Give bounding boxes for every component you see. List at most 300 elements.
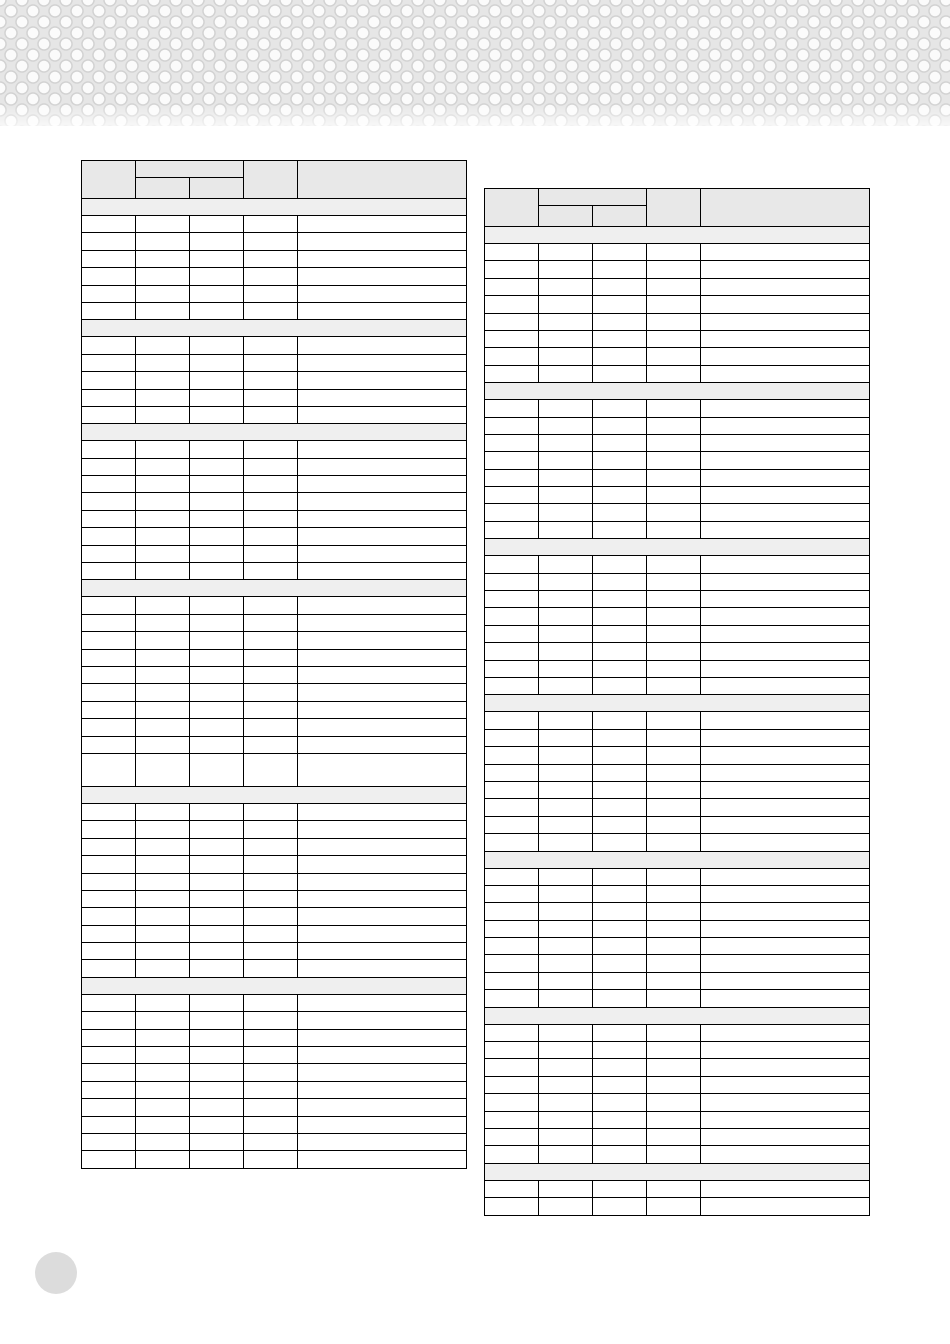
table-cell: [190, 441, 244, 458]
table-cell: [485, 903, 539, 920]
table-cell: [539, 313, 593, 330]
table-cell: [190, 753, 244, 786]
table-cell: [485, 834, 539, 851]
table-cell: [485, 417, 539, 434]
table-row: [485, 972, 870, 989]
table-row: [485, 1198, 870, 1215]
table-cell: [298, 1133, 467, 1150]
table-cell: [485, 990, 539, 1007]
table-cell: [82, 389, 136, 406]
table-cell: [593, 834, 647, 851]
table-cell: [485, 643, 539, 660]
table-cell: [647, 764, 701, 781]
table-cell: [190, 701, 244, 718]
table-row: [82, 216, 467, 233]
table-cell: [82, 1029, 136, 1046]
header-col5: [298, 161, 467, 199]
table-row: [82, 1081, 467, 1098]
table-cell: [701, 972, 870, 989]
table-cell: [82, 666, 136, 683]
table-cell: [539, 1024, 593, 1041]
table-cell: [82, 476, 136, 493]
table-cell: [244, 1116, 298, 1133]
table-row: [82, 493, 467, 510]
table-row: [82, 406, 467, 423]
table-cell: [190, 1116, 244, 1133]
table-cell: [647, 591, 701, 608]
table-cell: [82, 563, 136, 580]
table-cell: [190, 458, 244, 475]
table-row: [82, 994, 467, 1011]
section-title: [82, 320, 467, 337]
table-cell: [539, 816, 593, 833]
table-row: [485, 1076, 870, 1093]
table-cell: [298, 250, 467, 267]
table-cell: [244, 1047, 298, 1064]
table-cell: [82, 821, 136, 838]
table-cell: [244, 873, 298, 890]
table-cell: [136, 1064, 190, 1081]
table-cell: [190, 719, 244, 736]
table-cell: [485, 556, 539, 573]
table-cell: [593, 591, 647, 608]
table-cell: [593, 573, 647, 590]
header-group: [136, 161, 244, 178]
table-cell: [647, 261, 701, 278]
table-cell: [701, 990, 870, 1007]
table-cell: [244, 476, 298, 493]
table-cell: [539, 938, 593, 955]
table-cell: [190, 736, 244, 753]
table-cell: [539, 348, 593, 365]
table-row: [82, 268, 467, 285]
table-cell: [485, 261, 539, 278]
table-cell: [136, 632, 190, 649]
table-cell: [647, 816, 701, 833]
table-cell: [298, 510, 467, 527]
table-cell: [244, 908, 298, 925]
table-cell: [82, 1081, 136, 1098]
table-cell: [485, 729, 539, 746]
table-cell: [190, 545, 244, 562]
table-cell: [82, 614, 136, 631]
table-row: [485, 712, 870, 729]
table-cell: [539, 660, 593, 677]
table-cell: [701, 261, 870, 278]
table-row: [82, 528, 467, 545]
table-cell: [244, 925, 298, 942]
header-group-sub1: [539, 206, 593, 227]
table-cell: [190, 1029, 244, 1046]
table-cell: [701, 920, 870, 937]
table-cell: [136, 753, 190, 786]
table-row: [485, 643, 870, 660]
table-cell: [701, 1128, 870, 1145]
table-cell: [701, 885, 870, 902]
table-cell: [244, 268, 298, 285]
table-cell: [190, 476, 244, 493]
table-cell: [82, 838, 136, 855]
table-row: [485, 799, 870, 816]
table-cell: [485, 487, 539, 504]
table-cell: [647, 938, 701, 955]
table-cell: [190, 908, 244, 925]
table-cell: [190, 528, 244, 545]
table-cell: [485, 365, 539, 382]
table-cell: [244, 614, 298, 631]
table-cell: [244, 510, 298, 527]
table-cell: [539, 261, 593, 278]
table-cell: [647, 417, 701, 434]
table-row: [485, 1094, 870, 1111]
table-cell: [647, 1094, 701, 1111]
table-cell: [485, 521, 539, 538]
table-cell: [593, 747, 647, 764]
table-cell: [539, 573, 593, 590]
table-cell: [298, 528, 467, 545]
table-cell: [190, 1012, 244, 1029]
table-cell: [298, 1047, 467, 1064]
table-cell: [82, 1099, 136, 1116]
table-cell: [244, 649, 298, 666]
table-cell: [82, 302, 136, 319]
table-cell: [593, 938, 647, 955]
table-cell: [298, 406, 467, 423]
table-row: [485, 834, 870, 851]
table-cell: [298, 1064, 467, 1081]
table-cell: [485, 747, 539, 764]
table-row: [82, 873, 467, 890]
table-cell: [701, 1094, 870, 1111]
section-title: [82, 199, 467, 216]
table-cell: [701, 244, 870, 261]
table-cell: [136, 666, 190, 683]
table-cell: [136, 994, 190, 1011]
table-cell: [593, 348, 647, 365]
table-cell: [485, 920, 539, 937]
table-cell: [647, 504, 701, 521]
section-title: [485, 383, 870, 400]
table-cell: [298, 493, 467, 510]
header-group-sub2: [593, 206, 647, 227]
table-cell: [298, 458, 467, 475]
table-cell: [82, 493, 136, 510]
table-cell: [701, 1024, 870, 1041]
table-cell: [701, 729, 870, 746]
table-row: [485, 591, 870, 608]
table-row: [82, 753, 467, 786]
table-row: [485, 348, 870, 365]
table-row: [82, 545, 467, 562]
table-cell: [647, 834, 701, 851]
table-cell: [701, 747, 870, 764]
table-cell: [539, 365, 593, 382]
table-cell: [298, 337, 467, 354]
table-cell: [190, 890, 244, 907]
table-cell: [244, 719, 298, 736]
table-row: [485, 920, 870, 937]
table-cell: [136, 908, 190, 925]
table-cell: [593, 1059, 647, 1076]
table-cell: [82, 510, 136, 527]
table-cell: [136, 285, 190, 302]
table-cell: [593, 868, 647, 885]
table-cell: [82, 803, 136, 820]
table-row: [82, 736, 467, 753]
table-cell: [298, 354, 467, 371]
table-cell: [244, 803, 298, 820]
table-cell: [485, 348, 539, 365]
table-cell: [244, 545, 298, 562]
table-row: [485, 469, 870, 486]
table-cell: [593, 313, 647, 330]
table-row: [82, 632, 467, 649]
table-cell: [593, 712, 647, 729]
header-col5: [701, 189, 870, 227]
table-cell: [136, 1099, 190, 1116]
table-row: [82, 597, 467, 614]
table-cell: [298, 666, 467, 683]
table-cell: [593, 1146, 647, 1163]
table-cell: [701, 799, 870, 816]
table-cell: [647, 365, 701, 382]
table-row: [485, 1128, 870, 1145]
table-cell: [244, 960, 298, 977]
table-cell: [539, 729, 593, 746]
table-cell: [298, 285, 467, 302]
table-cell: [82, 943, 136, 960]
table-cell: [298, 925, 467, 942]
voice-table: [484, 188, 870, 1216]
table-cell: [136, 563, 190, 580]
table-cell: [701, 313, 870, 330]
table-cell: [647, 608, 701, 625]
header-col1: [485, 189, 539, 227]
table-cell: [298, 701, 467, 718]
table-cell: [298, 545, 467, 562]
table-cell: [190, 493, 244, 510]
table-cell: [647, 885, 701, 902]
table-cell: [647, 990, 701, 1007]
table-cell: [701, 608, 870, 625]
table-cell: [701, 1198, 870, 1215]
table-cell: [190, 1064, 244, 1081]
table-row: [485, 487, 870, 504]
table-cell: [136, 389, 190, 406]
table-row: [82, 1099, 467, 1116]
table-cell: [190, 666, 244, 683]
table-cell: [539, 1094, 593, 1111]
table-cell: [485, 764, 539, 781]
table-cell: [298, 597, 467, 614]
table-cell: [136, 1116, 190, 1133]
table-cell: [647, 400, 701, 417]
table-cell: [244, 838, 298, 855]
table-row: [82, 960, 467, 977]
table-cell: [647, 799, 701, 816]
table-cell: [244, 1151, 298, 1168]
table-row: [485, 938, 870, 955]
table-cell: [298, 960, 467, 977]
table-row: [485, 990, 870, 1007]
table-cell: [701, 1180, 870, 1197]
table-cell: [701, 469, 870, 486]
table-cell: [539, 781, 593, 798]
table-cell: [190, 233, 244, 250]
table-cell: [190, 1047, 244, 1064]
table-row: [485, 1180, 870, 1197]
table-cell: [82, 736, 136, 753]
table-cell: [485, 1094, 539, 1111]
table-row: [485, 816, 870, 833]
table-cell: [190, 943, 244, 960]
table-cell: [539, 972, 593, 989]
table-cell: [190, 285, 244, 302]
table-cell: [190, 337, 244, 354]
table-cell: [701, 348, 870, 365]
section-title: [485, 539, 870, 556]
table-row: [82, 302, 467, 319]
table-cell: [539, 885, 593, 902]
table-cell: [136, 441, 190, 458]
table-cell: [647, 729, 701, 746]
table-cell: [190, 838, 244, 855]
table-cell: [701, 487, 870, 504]
table-cell: [298, 441, 467, 458]
table-cell: [136, 476, 190, 493]
table-cell: [593, 296, 647, 313]
table-cell: [244, 1064, 298, 1081]
table-cell: [298, 873, 467, 890]
table-cell: [190, 510, 244, 527]
table-cell: [485, 868, 539, 885]
table-cell: [190, 960, 244, 977]
table-row: [82, 458, 467, 475]
table-row: [82, 389, 467, 406]
table-row: [82, 719, 467, 736]
table-cell: [298, 476, 467, 493]
table-cell: [136, 925, 190, 942]
table-cell: [136, 803, 190, 820]
table-cell: [136, 736, 190, 753]
table-cell: [539, 1059, 593, 1076]
table-cell: [298, 233, 467, 250]
table-cell: [298, 372, 467, 389]
table-cell: [190, 1133, 244, 1150]
table-cell: [593, 434, 647, 451]
table-row: [82, 510, 467, 527]
table-cell: [539, 608, 593, 625]
table-row: [485, 729, 870, 746]
voice-table: [81, 160, 467, 1169]
table-row: [485, 608, 870, 625]
table-cell: [593, 521, 647, 538]
table-cell: [82, 1064, 136, 1081]
table-cell: [190, 406, 244, 423]
table-cell: [593, 1042, 647, 1059]
table-cell: [539, 764, 593, 781]
table-cell: [136, 372, 190, 389]
table-cell: [298, 908, 467, 925]
table-cell: [647, 920, 701, 937]
table-cell: [701, 365, 870, 382]
table-cell: [539, 677, 593, 694]
table-cell: [593, 885, 647, 902]
table-cell: [190, 856, 244, 873]
table-cell: [647, 556, 701, 573]
table-cell: [190, 649, 244, 666]
table-cell: [244, 597, 298, 614]
table-cell: [593, 556, 647, 573]
section-title: [485, 227, 870, 244]
table-cell: [647, 278, 701, 295]
table-cell: [701, 417, 870, 434]
table-row: [485, 955, 870, 972]
table-cell: [82, 719, 136, 736]
table-row: [82, 649, 467, 666]
header-col4: [647, 189, 701, 227]
table-cell: [539, 990, 593, 1007]
table-cell: [244, 753, 298, 786]
table-cell: [593, 643, 647, 660]
table-cell: [136, 406, 190, 423]
table-cell: [647, 903, 701, 920]
table-cell: [539, 625, 593, 642]
table-cell: [539, 920, 593, 937]
table-cell: [647, 1024, 701, 1041]
table-cell: [485, 816, 539, 833]
table-row: [485, 400, 870, 417]
table-cell: [82, 908, 136, 925]
table-row: [82, 803, 467, 820]
table-cell: [298, 684, 467, 701]
table-cell: [593, 1128, 647, 1145]
table-cell: [244, 354, 298, 371]
table-cell: [485, 591, 539, 608]
table-cell: [593, 764, 647, 781]
table-cell: [244, 337, 298, 354]
table-cell: [244, 302, 298, 319]
table-cell: [298, 856, 467, 873]
table-cell: [701, 1042, 870, 1059]
table-cell: [190, 803, 244, 820]
table-cell: [136, 1081, 190, 1098]
table-cell: [244, 890, 298, 907]
table-cell: [539, 469, 593, 486]
table-row: [82, 925, 467, 942]
table-row: [485, 313, 870, 330]
header-col1: [82, 161, 136, 199]
table-cell: [136, 856, 190, 873]
table-cell: [244, 632, 298, 649]
table-cell: [593, 781, 647, 798]
table-cell: [298, 302, 467, 319]
table-cell: [701, 556, 870, 573]
table-cell: [701, 625, 870, 642]
table-cell: [485, 469, 539, 486]
table-cell: [539, 244, 593, 261]
voice-table-right: [484, 188, 870, 1216]
table-cell: [593, 1024, 647, 1041]
section-title: [485, 851, 870, 868]
table-cell: [593, 278, 647, 295]
table-cell: [298, 803, 467, 820]
table-cell: [539, 278, 593, 295]
table-row: [82, 838, 467, 855]
table-row: [485, 1059, 870, 1076]
table-cell: [701, 452, 870, 469]
table-cell: [298, 632, 467, 649]
